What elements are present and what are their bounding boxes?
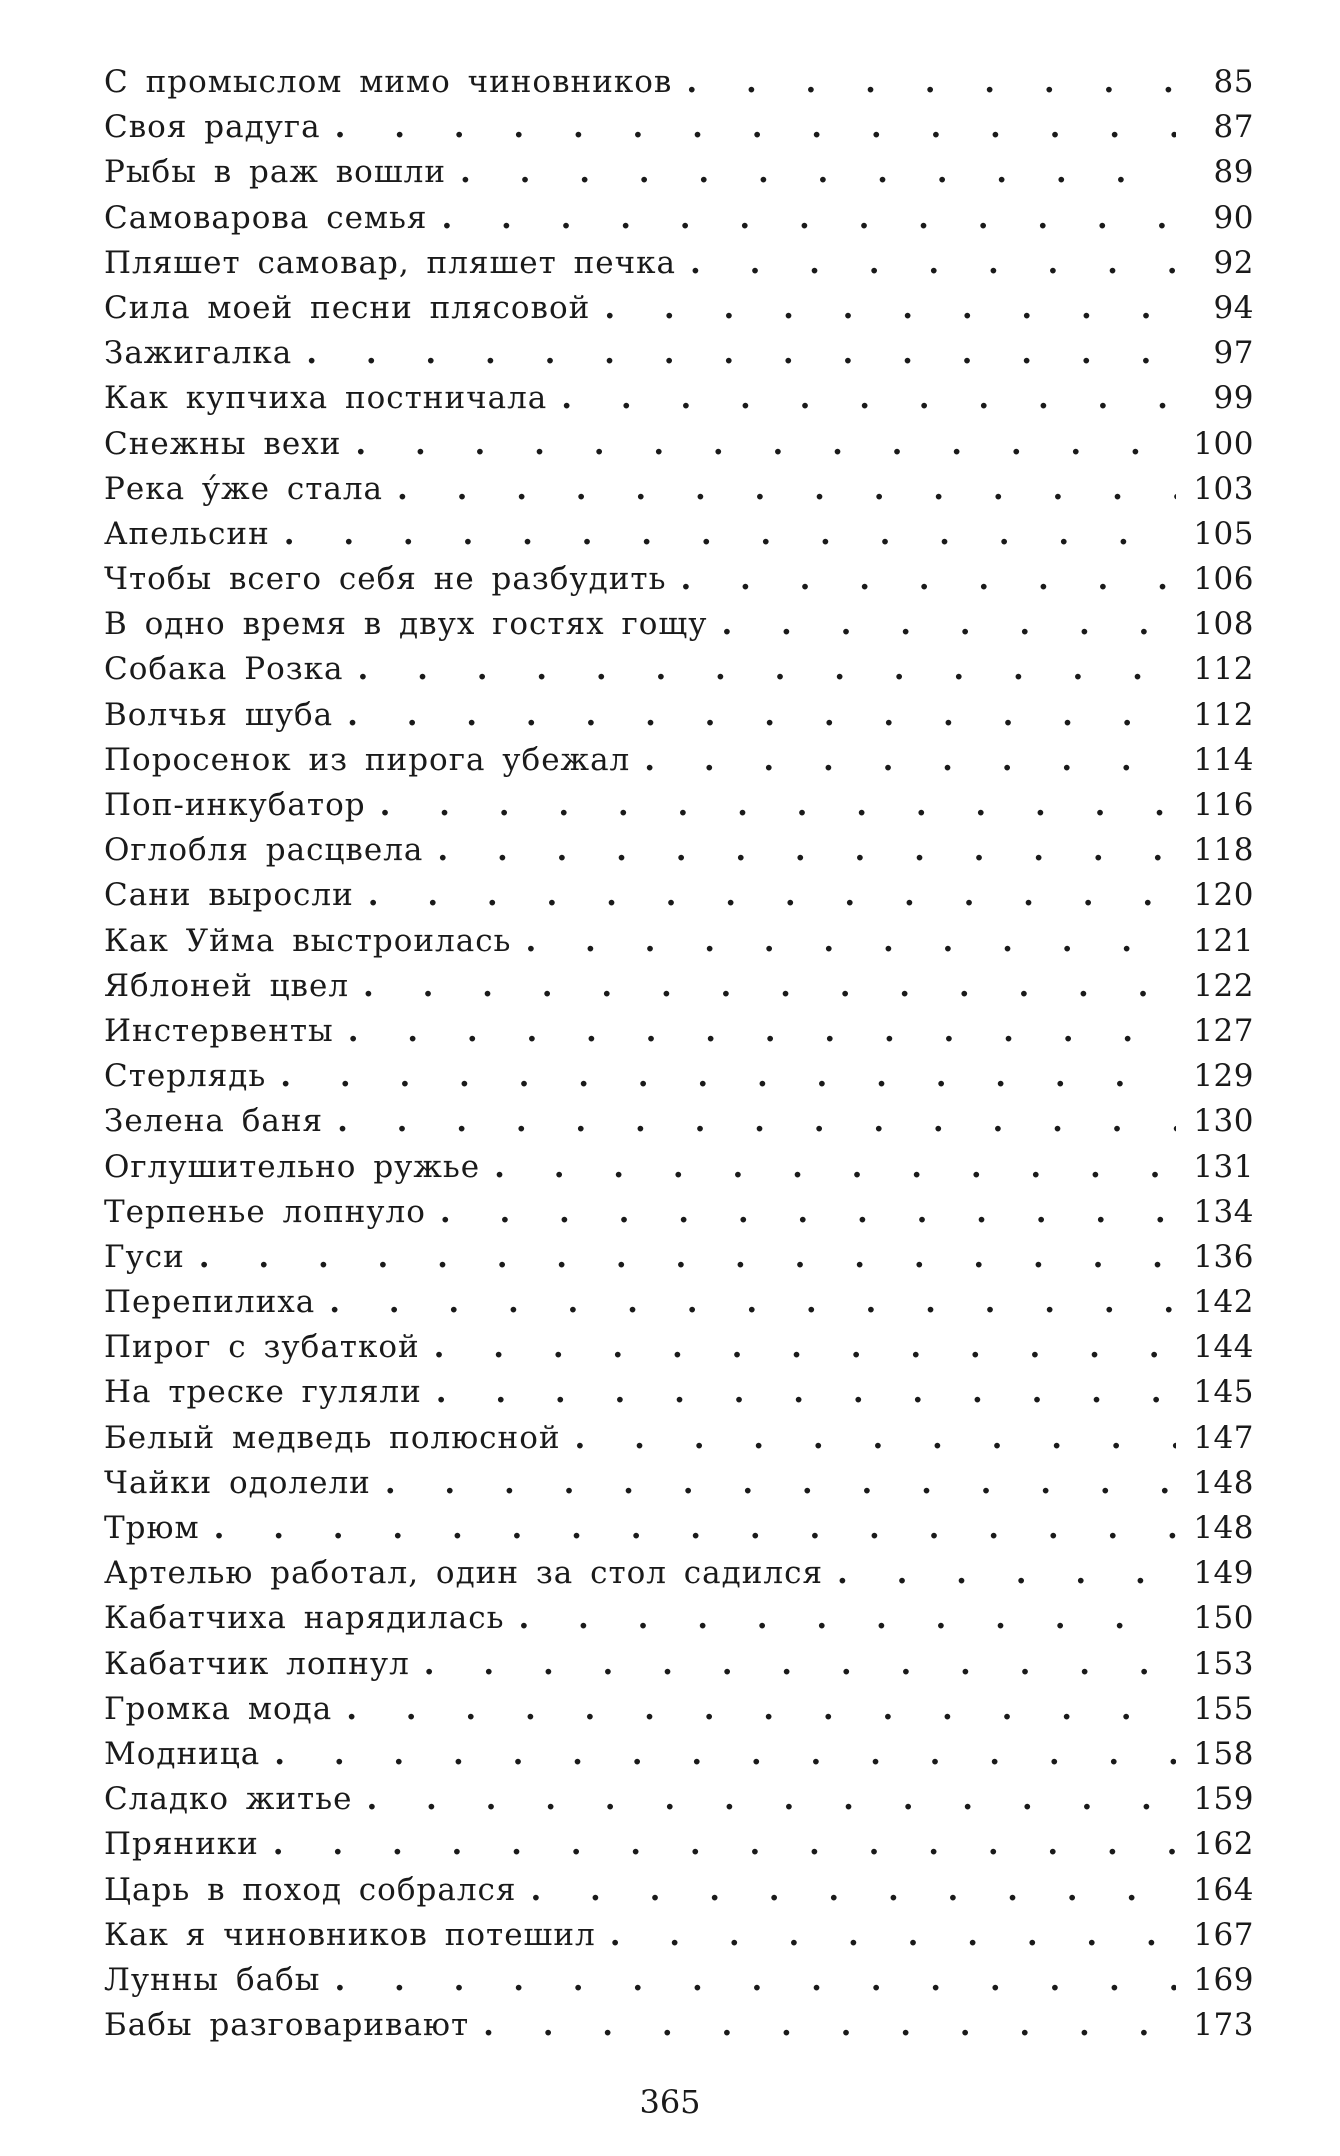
dot-leader: [437, 828, 1176, 873]
toc-entry-page: 145: [1193, 1374, 1254, 1411]
dot-leader: [518, 1596, 1176, 1641]
toc-entry-page: 131: [1193, 1148, 1254, 1185]
toc-entry: [104, 1370, 1254, 1415]
toc-entry: [104, 60, 1254, 105]
toc-entry: [104, 1461, 1254, 1506]
toc-entry-title: Снежны вехи: [104, 425, 342, 462]
dot-leader: [280, 1054, 1176, 1099]
toc-entry: [104, 196, 1254, 241]
toc-entry-title: Как Уйма выстроилась: [104, 922, 512, 959]
toc-entry-page: 127: [1193, 1012, 1254, 1049]
toc-entry-page: 147: [1193, 1419, 1254, 1456]
toc-entry-title: Апельсин: [104, 515, 270, 552]
toc-entry-page: 148: [1193, 1464, 1254, 1501]
dot-leader: [561, 376, 1176, 421]
toc-entry: [104, 422, 1254, 467]
toc-entry: [104, 1913, 1254, 1958]
toc-entry: [104, 1596, 1254, 1641]
toc-entry-page: 108: [1193, 606, 1254, 643]
toc-entry-page: 173: [1193, 2007, 1254, 2044]
toc-entry-title: Модница: [104, 1735, 261, 1772]
toc-entry-page: 89: [1213, 154, 1254, 191]
toc-entry-page: 120: [1193, 877, 1254, 914]
toc-entry: [104, 1235, 1254, 1280]
toc-entry-title: Собака Розка: [104, 651, 344, 688]
toc-entry-title: Рыбы в раж вошли: [104, 154, 447, 191]
dot-leader: [525, 919, 1176, 964]
toc-entry: [104, 647, 1254, 692]
toc-entry-page: 118: [1193, 832, 1254, 869]
toc-entry: [104, 828, 1254, 873]
table-of-contents: [104, 60, 1254, 2048]
toc-entry: [104, 1958, 1254, 2003]
toc-entry: [104, 738, 1254, 783]
dot-leader: [358, 647, 1176, 692]
toc-entry: [104, 557, 1254, 602]
toc-entry-title: Зелена баня: [104, 1103, 324, 1140]
toc-entry: [104, 241, 1254, 286]
dot-leader: [199, 1235, 1176, 1280]
toc-entry-page: 112: [1193, 696, 1254, 733]
toc-entry-title: С промыслом мимо чиновников: [104, 64, 673, 100]
toc-entry-title: На треске гуляли: [104, 1374, 422, 1411]
toc-entry-page: 158: [1193, 1735, 1254, 1772]
page-number: 365: [639, 2083, 701, 2121]
dot-leader: [441, 196, 1176, 241]
toc-entry-page: 155: [1193, 1690, 1254, 1727]
toc-entry: [104, 1009, 1254, 1054]
toc-entry-title: Оглобля расцвела: [104, 832, 424, 869]
dot-leader: [483, 2003, 1176, 2048]
toc-entry-page: 116: [1193, 787, 1254, 823]
toc-entry-title: Чтобы всего себя не разбудить: [104, 561, 667, 598]
toc-entry: [104, 1416, 1254, 1461]
toc-entry-page: 153: [1193, 1645, 1254, 1682]
toc-entry: [104, 2003, 1254, 2048]
dot-leader: [680, 557, 1176, 602]
toc-entry-page: 90: [1213, 199, 1254, 236]
dot-leader: [348, 1009, 1176, 1054]
toc-entry-page: 164: [1193, 1871, 1254, 1908]
dot-leader: [610, 1913, 1176, 1958]
toc-entry-title: Пляшет самовар, пляшет печка: [104, 244, 677, 281]
toc-entry-page: 169: [1193, 1961, 1254, 1998]
toc-entry-title: Трюм: [104, 1510, 200, 1546]
toc-entry-title: Своя радуга: [104, 109, 321, 146]
toc-entry: [104, 1190, 1254, 1235]
toc-entry-title: Волчья шуба: [104, 696, 334, 733]
toc-entry-title: Громка мода: [104, 1690, 333, 1727]
toc-entry: [104, 1099, 1254, 1144]
toc-entry-title: Оглушительно ружье: [104, 1148, 481, 1185]
toc-entry: [104, 376, 1254, 421]
toc-entry: [104, 1551, 1254, 1596]
toc-entry-title: Терпенье лопнуло: [104, 1193, 426, 1230]
toc-entry-page: 148: [1193, 1510, 1254, 1546]
toc-entry-page: 87: [1213, 109, 1254, 146]
toc-entry: [104, 1822, 1254, 1867]
toc-entry-title: Поросенок из пирога убежал: [104, 741, 631, 778]
toc-entry-page: 105: [1193, 515, 1254, 552]
toc-entry-title: Перепилиха: [104, 1284, 316, 1321]
toc-entry-page: 162: [1193, 1826, 1254, 1863]
toc-entry-page: 85: [1213, 64, 1254, 100]
toc-entry-title: Сани выросли: [104, 877, 354, 914]
dot-leader: [329, 1280, 1176, 1325]
toc-entry: [104, 1777, 1254, 1822]
toc-entry: [104, 602, 1254, 647]
dot-leader: [434, 1325, 1176, 1370]
dot-leader: [837, 1551, 1176, 1596]
dot-leader: [575, 1416, 1176, 1461]
dot-leader: [380, 783, 1176, 828]
toc-entry-title: Инстервенты: [104, 1012, 334, 1049]
dot-leader: [335, 105, 1176, 150]
dot-leader: [604, 286, 1176, 331]
toc-entry-title: Яблоней цвел: [104, 967, 350, 1004]
toc-entry-page: 92: [1213, 244, 1254, 281]
toc-entry-page: 136: [1193, 1238, 1254, 1275]
toc-entry-page: 150: [1193, 1600, 1254, 1637]
toc-entry: [104, 1280, 1254, 1325]
toc-entry-title: Лунны бабы: [104, 1961, 321, 1998]
toc-entry-page: 167: [1193, 1916, 1254, 1953]
toc-entry-title: Пирог с зубаткой: [104, 1329, 420, 1366]
dot-leader: [355, 422, 1176, 467]
toc-entry-title: Поп-инкубатор: [104, 787, 366, 823]
toc-entry-title: Самоварова семья: [104, 199, 428, 236]
dot-leader: [397, 467, 1176, 512]
toc-entry: [104, 873, 1254, 918]
dot-leader: [346, 1687, 1176, 1732]
toc-entry: [104, 1506, 1254, 1551]
dot-leader: [690, 241, 1176, 286]
dot-leader: [366, 1777, 1176, 1822]
toc-entry-title: Бабы разговаривают: [104, 2007, 470, 2044]
toc-entry-page: 112: [1193, 651, 1254, 688]
toc-entry: [104, 1145, 1254, 1190]
toc-entry-title: Сила моей песни плясовой: [104, 289, 591, 326]
dot-leader: [284, 512, 1176, 557]
toc-entry-title: В одно время в двух гостях гощу: [104, 606, 708, 643]
toc-entry: [104, 693, 1254, 738]
dot-leader: [347, 693, 1176, 738]
dot-leader: [334, 1958, 1176, 2003]
dot-leader: [436, 1370, 1176, 1415]
toc-entry: [104, 1868, 1254, 1913]
toc-entry-page: 114: [1193, 741, 1254, 778]
dot-leader: [424, 1642, 1176, 1687]
dot-leader: [440, 1190, 1176, 1235]
dot-leader: [337, 1099, 1176, 1144]
toc-entry-page: 94: [1213, 289, 1254, 326]
toc-entry-title: Пряники: [104, 1826, 259, 1863]
toc-entry: [104, 105, 1254, 150]
toc-entry-page: 159: [1193, 1781, 1254, 1818]
toc-entry: [104, 286, 1254, 331]
toc-entry-page: 121: [1193, 922, 1254, 959]
toc-entry-title: Сладко житье: [104, 1781, 353, 1818]
toc-entry-page: 149: [1193, 1555, 1254, 1592]
toc-entry-title: Артелью работал, один за стол садился: [104, 1555, 824, 1592]
dot-leader: [273, 1822, 1176, 1867]
toc-entry-title: Чайки одолели: [104, 1464, 371, 1501]
toc-entry-page: 129: [1193, 1058, 1254, 1095]
toc-entry-page: 122: [1193, 967, 1254, 1004]
toc-entry-title: Река у́же стала: [104, 470, 384, 507]
toc-entry-page: 106: [1193, 561, 1254, 598]
toc-entry: [104, 512, 1254, 557]
toc-entry-title: Стерлядь: [104, 1058, 267, 1095]
toc-entry: [104, 150, 1254, 195]
dot-leader: [644, 738, 1176, 783]
toc-entry: [104, 964, 1254, 1009]
dot-leader: [306, 331, 1176, 376]
dot-leader: [494, 1145, 1176, 1190]
toc-entry-page: 99: [1213, 380, 1254, 417]
toc-entry-title: Кабатчик лопнул: [104, 1645, 410, 1682]
toc-entry-page: 100: [1193, 425, 1254, 462]
dot-leader: [460, 150, 1176, 195]
toc-entry-page: 97: [1213, 335, 1254, 372]
toc-entry-title: Царь в поход собрался: [104, 1871, 517, 1908]
toc-entry: [104, 1642, 1254, 1687]
toc-entry: [104, 919, 1254, 964]
toc-entry: [104, 1732, 1254, 1777]
dot-leader: [530, 1868, 1176, 1913]
toc-entry-title: Зажигалка: [104, 335, 293, 372]
toc-entry-title: Кабатчиха нарядилась: [104, 1600, 505, 1637]
toc-entry: [104, 1054, 1254, 1099]
toc-entry: [104, 1325, 1254, 1370]
toc-entry-title: Как я чиновников потешил: [104, 1916, 596, 1953]
toc-entry: [104, 467, 1254, 512]
toc-entry-title: Как купчиха постничала: [104, 380, 548, 417]
toc-entry-page: 144: [1193, 1329, 1254, 1366]
toc-entry-title: Белый медведь полюсной: [104, 1419, 561, 1456]
toc-entry: [104, 1687, 1254, 1732]
dot-leader: [274, 1732, 1176, 1777]
dot-leader: [721, 602, 1176, 647]
toc-entry-page: 142: [1193, 1284, 1254, 1321]
toc-entry-page: 134: [1193, 1193, 1254, 1230]
toc-entry: [104, 331, 1254, 376]
toc-entry-page: 103: [1193, 470, 1254, 507]
toc-entry: [104, 783, 1254, 828]
dot-leader: [686, 60, 1176, 105]
toc-entry-title: Гуси: [104, 1238, 185, 1275]
dot-leader: [368, 873, 1176, 918]
toc-entry-page: 130: [1193, 1103, 1254, 1140]
dot-leader: [385, 1461, 1176, 1506]
dot-leader: [214, 1506, 1176, 1551]
dot-leader: [363, 964, 1176, 1009]
